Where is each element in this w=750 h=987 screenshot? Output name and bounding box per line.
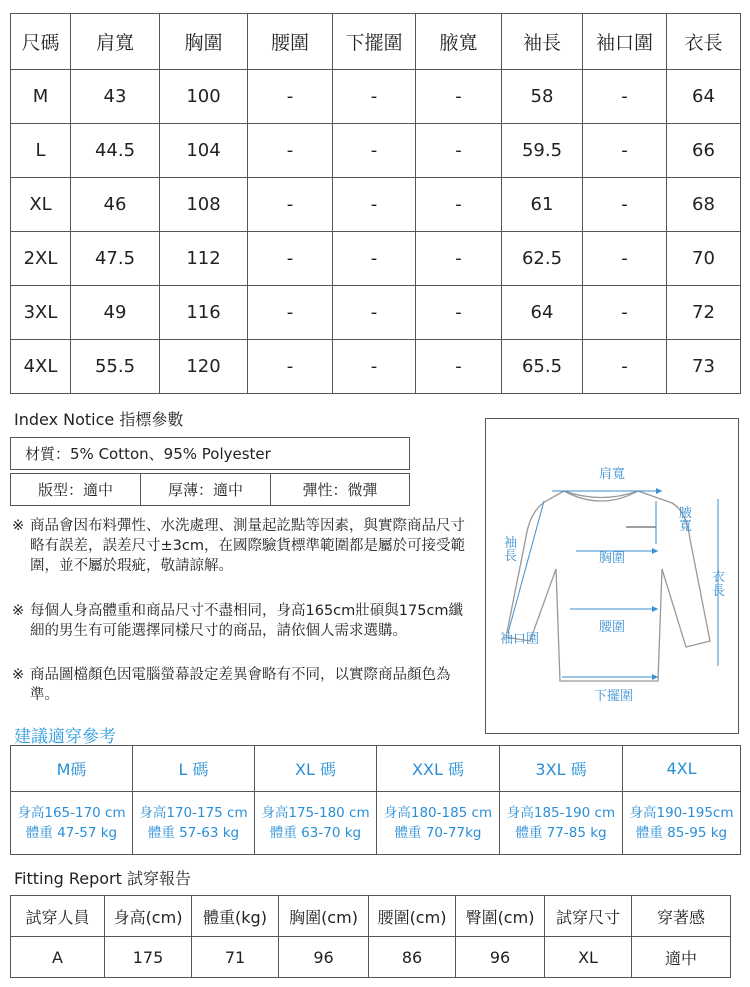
header-cell: 袖長 — [502, 14, 583, 70]
size-value-cell: - — [248, 124, 333, 178]
size-value-cell: - — [416, 70, 502, 124]
fit-header: 身高(cm) — [105, 896, 192, 937]
size-value-cell: 100 — [160, 70, 248, 124]
rec-size: 3XL 碼 — [500, 746, 623, 792]
header-cell: 胸圍 — [160, 14, 248, 70]
size-value-cell: - — [248, 340, 333, 394]
size-value-cell: 47.5 — [71, 232, 160, 286]
size-value-cell: - — [416, 178, 502, 232]
rec-height: 身高165-170 cm — [17, 805, 126, 821]
size-value-cell: - — [333, 124, 416, 178]
size-row — [11, 178, 741, 232]
rec-cell — [377, 792, 500, 855]
size-value-cell: - — [583, 70, 667, 124]
size-value-cell: 66 — [667, 124, 741, 178]
size-value-cell: 44.5 — [71, 124, 160, 178]
fitting-data-row — [11, 937, 731, 978]
rec-cell — [11, 792, 133, 855]
size-label-cell: XL — [11, 178, 71, 232]
size-value-cell: - — [248, 286, 333, 340]
note-mark: ※ — [12, 667, 25, 683]
size-value-cell: - — [333, 340, 416, 394]
size-value-cell: 58 — [502, 70, 583, 124]
rec-height: 身高175-180 cm — [261, 805, 370, 821]
fitting-report-table — [10, 895, 731, 978]
rec-weight: 體重 77-85 kg — [515, 825, 607, 841]
size-row — [11, 286, 741, 340]
size-value-cell: - — [416, 286, 502, 340]
size-value-cell: - — [416, 340, 502, 394]
rec-height: 身高180-185 cm — [383, 805, 493, 821]
size-value-cell: 61 — [502, 178, 583, 232]
note-mark: ※ — [12, 518, 25, 534]
elasticity-text: 彈性：微彈 — [302, 481, 378, 499]
note-text: 每個人身高體重和商品尺寸不盡相同，身高165cm壯碩與175cm纖細的男生有可能選擇同樣尺寸的商品，請依個人需求選購。 — [30, 603, 464, 639]
fit-header: 腰圍(cm) — [369, 896, 456, 937]
index-notice-title: Index Notice 指標參數 — [14, 410, 184, 429]
rec-cell — [500, 792, 623, 855]
rec-size: XXL 碼 — [377, 746, 500, 792]
header-cell: 衣長 — [667, 14, 741, 70]
recommendation-title: 建議適穿參考 — [14, 727, 116, 747]
fit-cell: 適中 — [632, 937, 731, 978]
size-value-cell: - — [333, 70, 416, 124]
size-label-cell: 4XL — [11, 340, 71, 394]
note-3 — [12, 665, 467, 705]
size-value-cell: - — [416, 124, 502, 178]
fit-header: 穿著感 — [632, 896, 731, 937]
fit-cell: 86 — [369, 937, 456, 978]
size-value-cell: - — [333, 178, 416, 232]
size-row — [11, 124, 741, 178]
size-table — [10, 13, 741, 394]
size-row — [11, 340, 741, 394]
shoulder-label: 肩寬 — [599, 467, 626, 482]
rec-height: 身高190-195cm — [629, 805, 734, 821]
fit-header: 體重(kg) — [192, 896, 279, 937]
size-value-cell: - — [583, 286, 667, 340]
rec-weight: 體重 85-95 kg — [635, 825, 728, 841]
size-value-cell: 120 — [160, 340, 248, 394]
size-value-cell: 65.5 — [502, 340, 583, 394]
header-cell: 下擺圍 — [333, 14, 416, 70]
rec-cell — [255, 792, 377, 855]
chest-label: 胸圍 — [599, 551, 626, 566]
material-row — [10, 437, 410, 470]
note-mark: ※ — [12, 603, 25, 619]
header-cell: 腰圍 — [248, 14, 333, 70]
rec-size: 4XL — [623, 746, 741, 792]
size-value-cell: 104 — [160, 124, 248, 178]
fit-header: 臀圍(cm) — [456, 896, 545, 937]
size-value-cell: 49 — [71, 286, 160, 340]
size-label-cell: 3XL — [11, 286, 71, 340]
size-value-cell: 59.5 — [502, 124, 583, 178]
fit-cell: 71 — [192, 937, 279, 978]
rec-height: 身高185-190 cm — [506, 805, 616, 821]
cuff-label: 袖口圍 — [500, 632, 540, 647]
size-value-cell: 108 — [160, 178, 248, 232]
armpit-label: 腋寬 — [679, 506, 693, 534]
sleeve-line — [508, 501, 544, 633]
rec-weight: 體重 57-63 kg — [147, 825, 240, 841]
fitting-header-row — [11, 896, 731, 937]
size-value-cell: 64 — [667, 70, 741, 124]
fit-header: 試穿人員 — [11, 896, 105, 937]
size-label-cell: 2XL — [11, 232, 71, 286]
size-value-cell: - — [333, 232, 416, 286]
fit-cell: XL — [545, 937, 632, 978]
thickness-text: 厚薄：適中 — [141, 474, 271, 505]
fit-cell: 96 — [456, 937, 545, 978]
header-cell: 袖口圍 — [583, 14, 667, 70]
recommendation-size-row — [11, 746, 741, 792]
size-value-cell: 73 — [667, 340, 741, 394]
size-value-cell: - — [583, 340, 667, 394]
rec-height: 身高170-175 cm — [139, 805, 248, 821]
neckline — [564, 491, 638, 501]
size-value-cell: 64 — [502, 286, 583, 340]
header-cell: 肩寬 — [71, 14, 160, 70]
fit-cell: 96 — [279, 937, 369, 978]
fit-header: 胸圍(cm) — [279, 896, 369, 937]
size-row — [11, 232, 741, 286]
size-value-cell: - — [583, 124, 667, 178]
size-value-cell: - — [333, 286, 416, 340]
note-text: 商品圖檔顏色因電腦螢幕設定差異會略有不同，以實際商品顏色為準。 — [30, 667, 451, 703]
note-2 — [12, 601, 467, 641]
size-value-cell: - — [248, 232, 333, 286]
size-value-cell: - — [248, 70, 333, 124]
size-value-cell: - — [583, 178, 667, 232]
size-value-cell: 112 — [160, 232, 248, 286]
rec-size: M碼 — [11, 746, 133, 792]
size-value-cell: - — [583, 232, 667, 286]
fit-text: 版型：適中 — [11, 474, 141, 505]
fit-cell: A — [11, 937, 105, 978]
rec-size: XL 碼 — [255, 746, 377, 792]
size-label-cell: M — [11, 70, 71, 124]
size-value-cell: - — [416, 232, 502, 286]
size-table-header — [11, 14, 741, 70]
size-value-cell: 46 — [71, 178, 160, 232]
note-1 — [12, 516, 467, 576]
attributes-row — [10, 473, 410, 506]
size-value-cell: 43 — [71, 70, 160, 124]
size-value-cell: - — [248, 178, 333, 232]
header-cell: 尺碼 — [11, 14, 71, 70]
garment-diagram — [485, 418, 739, 734]
recommendation-table — [10, 745, 741, 855]
size-row — [11, 70, 741, 124]
rec-weight: 體重 63-70 kg — [269, 825, 362, 841]
size-label-cell: L — [11, 124, 71, 178]
size-value-cell: 68 — [667, 178, 741, 232]
fit-cell: 175 — [105, 937, 192, 978]
size-value-cell: 55.5 — [71, 340, 160, 394]
note-text: 商品會因布料彈性、水洗處理、測量起訖點等因素，與實際商品尺寸略有誤差，誤差尺寸±3cm，在國際驗貨標準範圍都是屬於可接受範圍，並不屬於瑕疵，敬請諒解。 — [30, 518, 465, 574]
sleeve-label: 袖長 — [504, 536, 518, 564]
size-value-cell: 70 — [667, 232, 741, 286]
hem-label: 下擺圍 — [594, 689, 634, 704]
size-value-cell: 62.5 — [502, 232, 583, 286]
waist-label: 腰圍 — [599, 620, 626, 635]
fitting-report-title: Fitting Report 試穿報告 — [14, 869, 191, 888]
rec-weight: 體重 47-57 kg — [25, 825, 118, 841]
size-value-cell: 72 — [667, 286, 741, 340]
material-text: 材質：5% Cotton、95% Polyester — [25, 445, 271, 463]
recommendation-body-row — [11, 792, 741, 855]
rec-cell — [133, 792, 255, 855]
size-value-cell: 116 — [160, 286, 248, 340]
fit-header: 試穿尺寸 — [545, 896, 632, 937]
header-cell: 腋寬 — [416, 14, 502, 70]
rec-size: L 碼 — [133, 746, 255, 792]
rec-cell — [623, 792, 741, 855]
rec-weight: 體重 70-77kg — [394, 825, 482, 841]
length-label: 衣長 — [712, 570, 726, 599]
